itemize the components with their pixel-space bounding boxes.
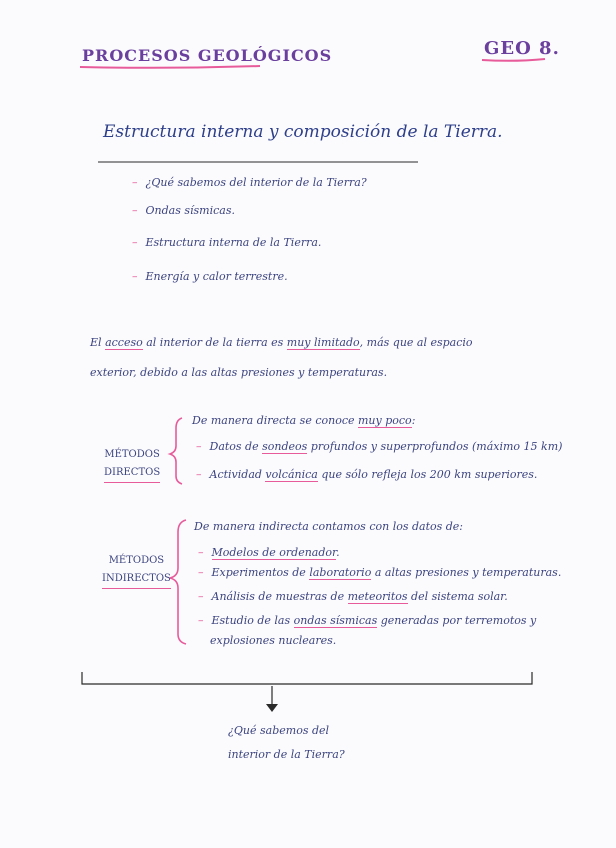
indirect-methods-item-continuation: explosiones nucleares. (210, 634, 337, 647)
indirect-methods-item: – Estudio de las ondas sísmicas generadas por terremotos y (198, 614, 537, 627)
dash-icon: – (198, 590, 204, 603)
dash-icon: – (132, 236, 138, 249)
indirect-methods-item: – Modelos de ordenador. (198, 546, 340, 559)
toc-item: – Estructura interna de la Tierra. (132, 236, 322, 249)
indirect-methods-label: MÉTODOS INDIRECTOS (102, 552, 171, 589)
arrow-head-icon (266, 704, 278, 712)
intro-line-2: exterior, debido a las altas presiones y temperaturas. (90, 366, 388, 379)
question-line-2: interior de la Tierra? (228, 748, 345, 761)
toc-item: – Ondas sísmicas. (132, 204, 235, 217)
direct-methods-heading: De manera directa se conoce muy poco: (192, 414, 416, 427)
dash-icon: – (196, 468, 202, 481)
dash-icon: – (196, 440, 202, 453)
dash-icon: – (132, 204, 138, 217)
direct-brace (170, 418, 182, 484)
direct-methods-label: MÉTODOS DIRECTOS (104, 446, 160, 483)
indirect-methods-item: – Experimentos de laboratorio a altas presiones y temperaturas. (198, 566, 562, 579)
dash-icon: – (198, 546, 204, 559)
indirect-methods-item: – Análisis de muestras de meteoritos del sistema solar. (198, 590, 508, 603)
question-line-1: ¿Qué sabemos del (228, 724, 330, 737)
toc-item: – ¿Qué sabemos del interior de la Tierra? (132, 176, 367, 189)
toc-item: – Energía y calor terrestre. (132, 270, 288, 283)
section-title: Estructura interna y composición de la Tierra. (103, 122, 503, 142)
dash-icon: – (132, 270, 138, 283)
page-code: GEO 8. (484, 38, 560, 59)
dash-icon: – (198, 614, 204, 627)
direct-methods-item: – Actividad volcánica que sólo refleja los 200 km superiores. (196, 468, 538, 481)
indirect-methods-heading: De manera indirecta contamos con los datos de: (194, 520, 464, 533)
dash-icon: – (198, 566, 204, 579)
page-title-text: PROCESOS GEOLÓGICOS (82, 46, 333, 65)
title-underline (80, 66, 260, 68)
dash-icon: – (132, 176, 138, 189)
direct-methods-item: – Datos de sondeos profundos y superprofundos (máximo 15 km) (196, 440, 563, 453)
code-underline (482, 59, 545, 61)
intro-line-1: El acceso al interior de la tierra es muy limitado, más que al espacio (90, 336, 473, 349)
bottom-bracket (82, 672, 532, 684)
indirect-brace (170, 520, 186, 644)
